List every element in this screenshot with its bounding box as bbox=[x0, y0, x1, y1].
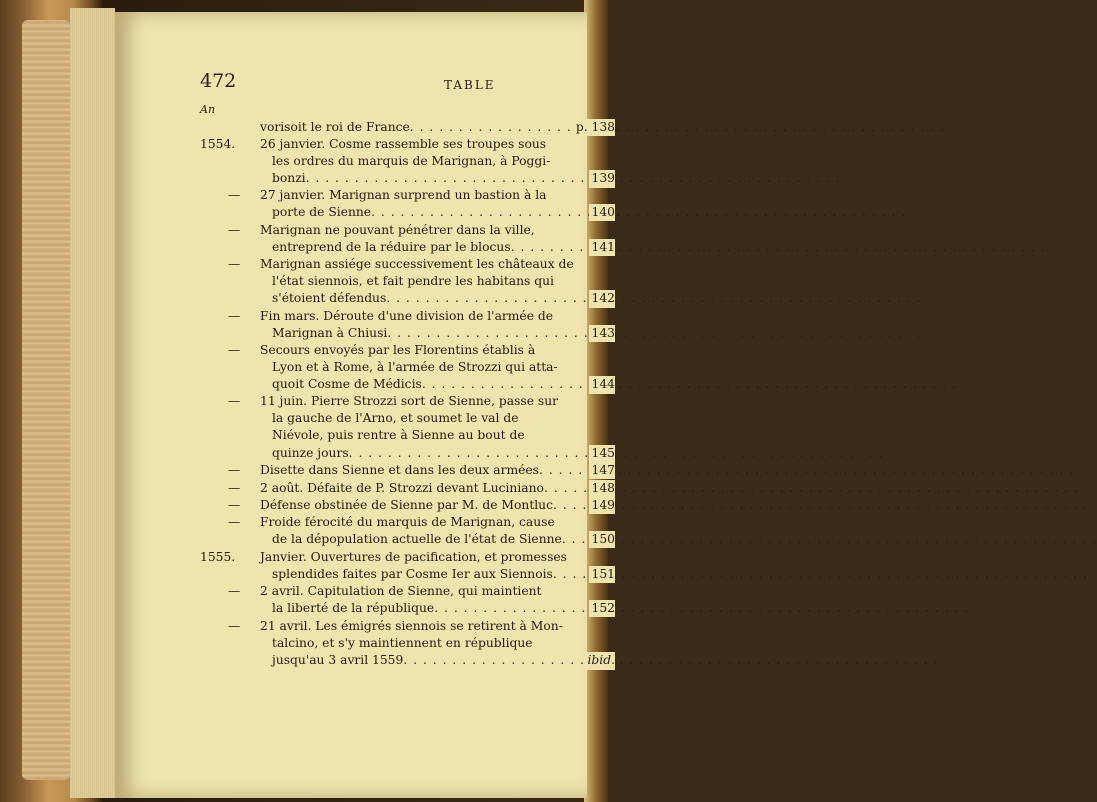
entry-text: 11 juin. Pierre Strozzi sort de Sienne, passe sur bbox=[260, 394, 559, 408]
entry-text: talcino, et s'y maintiennent en république bbox=[272, 636, 533, 651]
leader-dots bbox=[562, 531, 1097, 548]
page-reference: 147 bbox=[589, 462, 615, 479]
entry-text: Froide férocité du marquis de Marignan, cause bbox=[260, 515, 555, 529]
entry-line bbox=[200, 635, 615, 652]
entry-line bbox=[200, 222, 615, 239]
leader-dots bbox=[553, 497, 1088, 514]
entry-line bbox=[200, 170, 615, 187]
entry-text: Défense obstinée de Sienne par M. de Montluc bbox=[260, 498, 553, 512]
entry-line bbox=[200, 119, 615, 136]
page-reference: 143 bbox=[589, 325, 615, 342]
toc-entry bbox=[200, 222, 615, 256]
leader-dots bbox=[349, 445, 884, 462]
entry-text: Secours envoyés par les Florentins établis à bbox=[260, 343, 536, 357]
entry-line bbox=[200, 290, 615, 307]
page-reference: 144 bbox=[589, 376, 615, 393]
entry-text: Marignan à Chiusi bbox=[272, 326, 388, 341]
book-spine bbox=[22, 20, 70, 780]
entry-text: entreprend de la réduire par le blocus bbox=[272, 240, 511, 255]
entry-line bbox=[200, 445, 615, 462]
toc-entry bbox=[200, 342, 615, 394]
entry-text: Marignan ne pouvant pénétrer dans la ville, bbox=[260, 223, 535, 237]
leader-dots bbox=[422, 376, 957, 393]
page-reference: 151 bbox=[589, 566, 615, 583]
entry-line bbox=[200, 652, 615, 669]
toc-entry bbox=[200, 549, 615, 583]
entry-line bbox=[200, 566, 615, 583]
page-reference: 148 bbox=[589, 480, 615, 497]
toc-entry bbox=[200, 462, 615, 479]
ditto-dash: — bbox=[228, 498, 241, 512]
entry-line bbox=[200, 549, 615, 566]
entry-line bbox=[200, 187, 615, 204]
toc-entry bbox=[200, 497, 615, 514]
page-number: 472 bbox=[200, 70, 237, 92]
page-reference: ibid. bbox=[584, 652, 615, 669]
toc-entry bbox=[200, 136, 615, 188]
leader-dots bbox=[544, 480, 1079, 497]
toc-entry bbox=[200, 119, 615, 136]
entry-text: les ordres du marquis de Marignan, à Poggi- bbox=[272, 154, 551, 169]
year-marker: 1554. bbox=[200, 137, 236, 151]
entry-text: Marignan assiége successivement les châteaux de bbox=[260, 257, 574, 271]
entry-text: 26 janvier. Cosme rassemble ses troupes sous bbox=[260, 137, 547, 151]
ditto-dash: — bbox=[228, 481, 241, 495]
entry-line bbox=[200, 427, 615, 444]
entry-text: vorisoit le roi de France bbox=[260, 120, 410, 134]
toc-entry bbox=[200, 393, 615, 462]
entry-line bbox=[200, 256, 615, 273]
entry-line bbox=[200, 531, 615, 548]
entry-text: la gauche de l'Arno, et soumet le val de bbox=[272, 411, 519, 426]
entry-line bbox=[200, 497, 615, 514]
toc-entry bbox=[200, 480, 615, 497]
running-title: TABLE bbox=[444, 78, 496, 92]
page-reference: 142 bbox=[589, 290, 615, 307]
entry-line bbox=[200, 239, 615, 256]
entry-line bbox=[200, 618, 615, 635]
page-reference: 140 bbox=[589, 204, 615, 221]
entry-line bbox=[200, 273, 615, 290]
entry-text: Disette dans Sienne et dans les deux armées bbox=[260, 463, 539, 477]
entry-line bbox=[200, 393, 615, 410]
toc-entry bbox=[200, 583, 615, 617]
entry-text: bonzi bbox=[272, 171, 306, 186]
leader-dots bbox=[403, 652, 938, 669]
entry-text: l'état siennois, et fait pendre les habitans qui bbox=[272, 274, 554, 289]
entry-text: Lyon et à Rome, à l'armée de Strozzi qui atta- bbox=[272, 360, 558, 375]
entry-text: de la dépopulation actuelle de l'état de Sienne bbox=[272, 532, 562, 547]
ditto-dash: — bbox=[228, 257, 241, 271]
entry-text: la liberté de la république bbox=[272, 601, 435, 616]
toc-entry bbox=[200, 256, 615, 308]
ditto-dash: — bbox=[228, 188, 241, 202]
page-header bbox=[200, 70, 600, 100]
entry-text: splendides faites par Cosme Ier aux Siennois bbox=[272, 567, 553, 582]
entry-line bbox=[200, 325, 615, 342]
ditto-dash: — bbox=[228, 584, 241, 598]
entry-text: 21 avril. Les émigrés siennois se retirent à Mon- bbox=[260, 619, 563, 633]
page-reference: 149 bbox=[589, 497, 615, 514]
entry-text: Niévole, puis rentre à Sienne au bout de bbox=[272, 428, 525, 443]
year-column-label: An bbox=[200, 103, 216, 116]
year-marker: 1555. bbox=[200, 550, 236, 564]
page-reference: 139 bbox=[589, 170, 615, 187]
ditto-dash: — bbox=[228, 515, 241, 529]
entry-text: s'étoient défendus bbox=[272, 291, 387, 306]
entry-line bbox=[200, 514, 615, 531]
entry-text: quoit Cosme de Médicis bbox=[272, 377, 422, 392]
book-page bbox=[115, 12, 615, 798]
leader-dots bbox=[387, 325, 922, 342]
leader-dots bbox=[553, 566, 1088, 583]
ditto-dash: — bbox=[228, 343, 241, 357]
page-reference: 150 bbox=[589, 531, 615, 548]
toc-entry bbox=[200, 187, 615, 221]
entry-line bbox=[200, 410, 615, 427]
toc-entry bbox=[200, 514, 615, 548]
entry-line bbox=[200, 583, 615, 600]
entry-text: Janvier. Ouvertures de pacification, et promesses bbox=[260, 550, 567, 564]
entry-text: Fin mars. Déroute d'une division de l'armée de bbox=[260, 309, 554, 323]
page-reference: 152 bbox=[589, 600, 615, 617]
ditto-dash: — bbox=[228, 223, 241, 237]
leader-dots bbox=[539, 462, 1074, 479]
toc-entry bbox=[200, 308, 615, 342]
entry-line bbox=[200, 376, 615, 393]
ditto-dash: — bbox=[228, 463, 241, 477]
entry-line bbox=[200, 600, 615, 617]
ditto-dash: — bbox=[228, 309, 241, 323]
page-reference: 145 bbox=[589, 445, 615, 462]
entry-text: 2 août. Défaite de P. Strozzi devant Luciniano bbox=[260, 481, 544, 495]
entry-line bbox=[200, 136, 615, 153]
page-reference: 141 bbox=[589, 239, 615, 256]
leader-dots bbox=[410, 119, 945, 136]
entry-line bbox=[200, 153, 615, 170]
leader-dots bbox=[371, 204, 906, 221]
leader-dots bbox=[306, 170, 841, 187]
entry-line bbox=[200, 342, 615, 359]
leader-dots bbox=[386, 290, 921, 307]
entry-text: porte de Sienne bbox=[272, 205, 372, 220]
entry-line bbox=[200, 308, 615, 325]
entry-text: 2 avril. Capitulation de Sienne, qui maintient bbox=[260, 584, 542, 598]
entry-line bbox=[200, 480, 615, 497]
ditto-dash: — bbox=[228, 619, 241, 633]
toc-entry bbox=[200, 618, 615, 670]
entry-line bbox=[200, 204, 615, 221]
leader-dots bbox=[434, 600, 969, 617]
entry-text: jusqu'au 3 avril 1559 bbox=[272, 653, 404, 668]
entry-text: 27 janvier. Marignan surprend un bastion à la bbox=[260, 188, 547, 202]
page-edges bbox=[70, 8, 115, 798]
entry-line bbox=[200, 462, 615, 479]
entry-text: quinze jours bbox=[272, 445, 349, 460]
entry-line bbox=[200, 359, 615, 376]
ditto-dash: — bbox=[228, 394, 241, 408]
page-reference: p. 138 bbox=[573, 119, 615, 136]
